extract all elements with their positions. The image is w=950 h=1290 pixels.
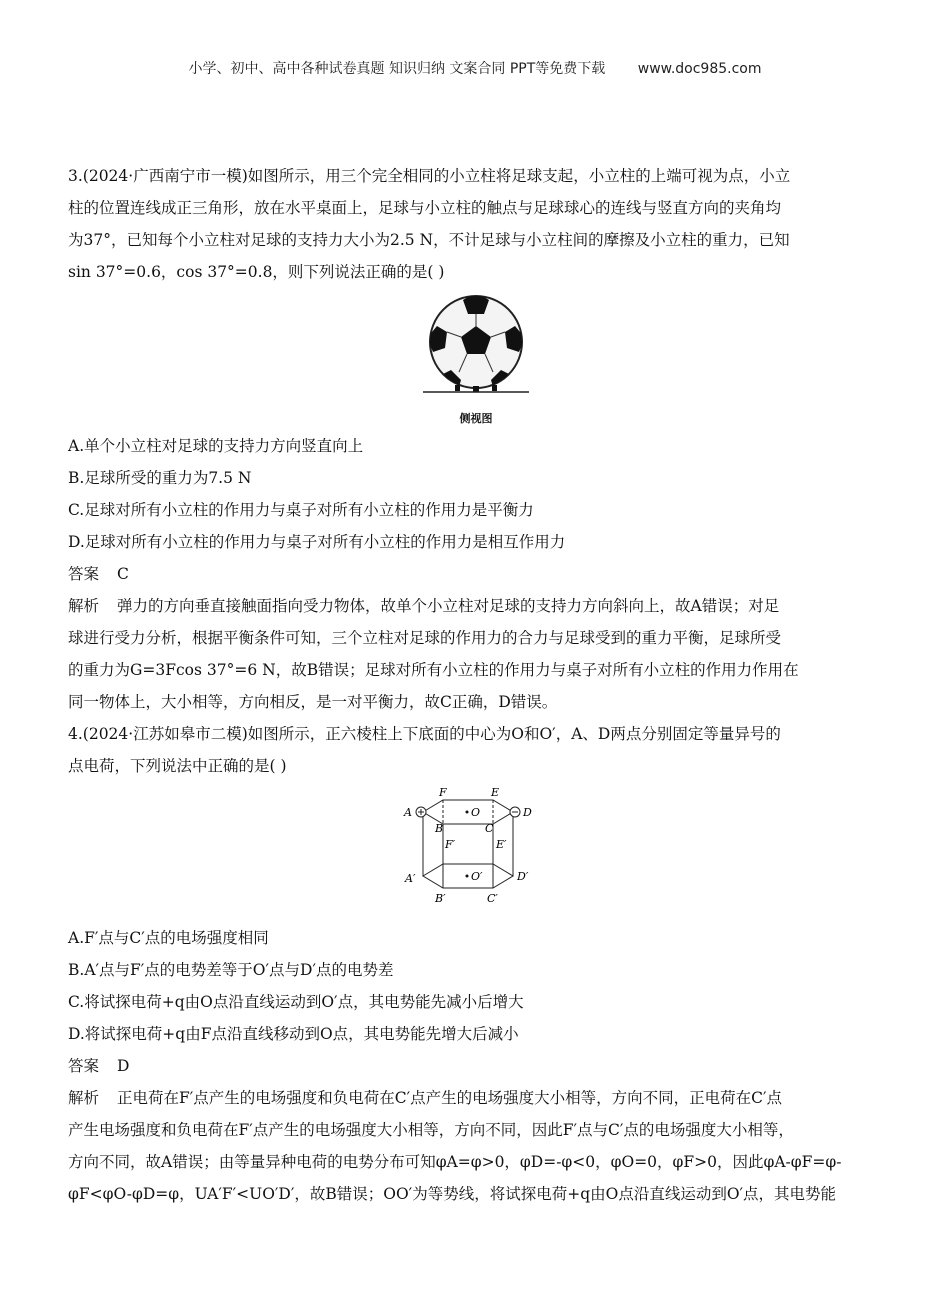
label-o: O xyxy=(471,806,481,819)
explanation-label: 解析 xyxy=(68,597,100,615)
q4-answer xyxy=(68,1050,884,1082)
question-3 xyxy=(68,160,884,718)
question-4 xyxy=(68,718,884,1210)
q3-stem-line: 3.(2024·广西南宁市一模)如图所示，用三个完全相同的小立柱将足球支起，小立柱的上端可视为点，小立 xyxy=(68,167,791,185)
explanation-label: 解析 xyxy=(68,1089,100,1107)
q4-stem-line: 4.(2024·江苏如皋市二模)如图所示，正六棱柱上下底面的中心为O和O′，A、D两点分别固定等量异号的 xyxy=(68,725,781,743)
label-b: B xyxy=(435,822,444,835)
q4-stem-line: 点电荷，下列说法中正确的是( ) xyxy=(68,757,287,775)
q4-option-a: A.F′点与C′点的电场强度相同 xyxy=(68,929,269,947)
label-a: A xyxy=(404,806,412,819)
soccer-ball-icon xyxy=(421,294,531,406)
explanation-line: 的重力为G=3Fcos 37°=6 N，故B错误；足球对所有小立柱的作用力与桌子对所有小立柱的作用力作用在 xyxy=(68,661,799,679)
q3-stem-line: sin 37°=0.6，cos 37°=0.8，则下列说法正确的是( ) xyxy=(68,263,445,281)
soccer-ball-figure xyxy=(68,294,884,426)
hexagonal-prism-figure xyxy=(68,788,884,918)
q3-explanation xyxy=(68,590,884,718)
label-b-prime: B′ xyxy=(435,892,446,905)
q3-option-c: C.足球对所有小立柱的作用力与桌子对所有小立柱的作用力是平衡力 xyxy=(68,501,534,519)
answer-label: 答案 xyxy=(68,565,100,583)
explanation-line: 球进行受力分析，根据平衡条件可知，三个立柱对足球的作用力的合力与足球受到的重力平衡，足球所受 xyxy=(68,629,782,647)
header-text: 小学、初中、高中各种试卷真题 知识归纳 文案合同 PPT等免费下载 xyxy=(188,61,606,77)
header-url[interactable]: www.doc985.com xyxy=(637,61,762,77)
q3-option-d: D.足球对所有小立柱的作用力与桌子对所有小立柱的作用力是相互作用力 xyxy=(68,533,566,551)
explanation-line: 方向不同，故A错误；由等量异种电荷的电势分布可知φA=φ>0，φD=-φ<0，φO=0，φF>0，因此φA-φF=φ- xyxy=(68,1153,842,1171)
explanation-line: 正电荷在F′点产生的电场强度和负电荷在C′点产生的电场强度大小相等，方向不同，正电荷在C′点 xyxy=(117,1089,783,1107)
answer-label: 答案 xyxy=(68,1057,100,1075)
explanation-line: 同一物体上，大小相等，方向相反，是一对平衡力，故C正确，D错误。 xyxy=(68,693,558,711)
q4-option-c: C.将试探电荷+q由O点沿直线运动到O′点，其电势能先减小后增大 xyxy=(68,993,524,1011)
explanation-line: φF<φO-φD=φ，UA′F′<UO′D′，故B错误；OO′为等势线，将试探电荷+q由O点沿直线运动到O′点，其电势能 xyxy=(68,1185,837,1203)
label-f-prime: F′ xyxy=(445,838,456,851)
label-e: E xyxy=(491,788,500,799)
label-d: D xyxy=(523,806,532,819)
q4-explanation xyxy=(68,1082,884,1210)
figure-caption: 侧视图 xyxy=(459,412,493,425)
label-e-prime: E′ xyxy=(496,838,507,851)
label-d-prime: D′ xyxy=(517,870,529,883)
document-body xyxy=(68,160,884,1210)
label-a-prime: A′ xyxy=(405,872,416,885)
q3-option-a: A.单个小立柱对足球的支持力方向竖直向上 xyxy=(68,437,364,455)
explanation-line: 产生电场强度和负电荷在F′点产生的电场强度大小相等，方向不同，因此F′点与C′点的电场强度大小相等， xyxy=(68,1121,794,1139)
label-c-prime: C′ xyxy=(487,892,498,905)
q3-stem-line: 为37°，已知每个小立柱对足球的支持力大小为2.5 N，不计足球与小立柱间的摩擦及小立柱的重力，已知 xyxy=(68,231,790,249)
label-o-prime: O′ xyxy=(471,870,483,883)
hexagonal-prism-diagram xyxy=(401,788,551,914)
explanation-line: 弹力的方向垂直接触面指向受力物体，故单个小立柱对足球的支持力方向斜向上，故A错误；对足 xyxy=(117,597,780,615)
label-f: F xyxy=(439,788,447,799)
q3-option-b: B.足球所受的重力为7.5 N xyxy=(68,469,252,487)
answer-value: D xyxy=(117,1057,130,1075)
q3-stem-line: 柱的位置连线成正三角形，放在水平桌面上，足球与小立柱的触点与足球球心的连线与竖直方向的夹角均 xyxy=(68,199,782,217)
q4-option-b: B.A′点与F′点的电势差等于O′点与D′点的电势差 xyxy=(68,961,394,979)
page-header xyxy=(0,58,950,78)
label-c: C xyxy=(485,822,494,835)
q4-option-d: D.将试探电荷+q由F点沿直线移动到O点，其电势能先增大后减小 xyxy=(68,1025,519,1043)
q3-answer xyxy=(68,558,884,590)
answer-value: C xyxy=(117,565,129,583)
